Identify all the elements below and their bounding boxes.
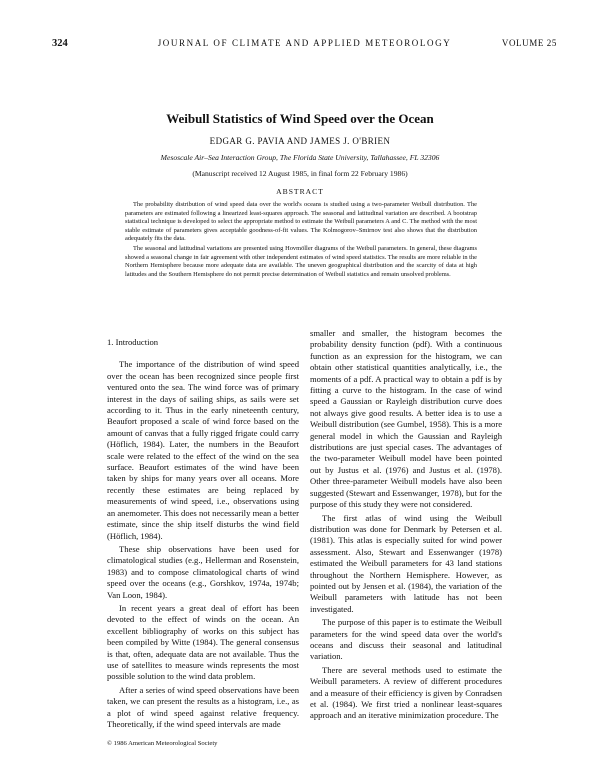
right-column — [310, 328, 502, 724]
author-affiliation: Mesoscale Air–Sea Interaction Group, The Florida State University, Tallahassee, FL 32306 — [160, 153, 440, 162]
body-paragraph: In recent years a great deal of effort has been devoted to the effect of winds on the ocean. An excellent bibliography of works on this subject has been compiled by Witte (1984). The general consensus is that, often, adequate data are not available. Thus the use of satellites to measure winds represents the most possible solution to the wind data problem. — [107, 602, 299, 682]
left-column — [107, 337, 299, 732]
body-paragraph: The purpose of this paper is to estimate the Weibull parameters for the wind speed data over the world's oceans and discuss their seasonal and latitudinal variation. — [310, 617, 502, 662]
body-paragraph: The importance of the distribution of wind speed over the ocean has been recognized since people first ventured onto the sea. The wind force was of primary interest in the days of sailing ships, as sails were set according to it. Thus in the early nineteenth century, Beaufort proposed a scale of wind force based on the amount of canvas that a fully rigged frigate could carry (Höflich, 1984). Later, the numbers in the Beaufort scale were related to the effect of the wind on the sea surface. Beaufort estimates of the wind have been taken by ships for many years over all oceans. More recently these estimates are being replaced by measurements of wind speed, i.e., observations using an anemometer. This does not necessarily mean a better estimate, since the ship itself disturbs the wind field (Höflich, 1984). — [107, 359, 299, 541]
manuscript-dates: (Manuscript received 12 August 1985, in final form 22 February 1986) — [192, 169, 408, 178]
body-paragraph: These ship observations have been used for climatological studies (e.g., Hellerman and Rosenstein, 1983) and to compose climatological charts of wind speed over the oceans (e.g., Gorshkov, 1974a, 1974b; Van Loon, 1984). — [107, 543, 299, 600]
body-paragraph: After a series of wind speed observations have been taken, we can present the results as a histogram, i.e., as a plot of wind speed against relative frequency. Theoretically, if the wind speed intervals are made — [107, 684, 299, 729]
body-paragraph: The first atlas of wind using the Weibull distribution was done for Denmark by Petersen et al. (1981). This atlas is especially suited for wind power assessment. Also, Stewart and Essenwanger (1978) estimated the Weibull parameters for 43 land stations throughout the Northern Hemisphere. However, as pointed out by Jensen et al. (1984), the variation of the Weibull parameters with latitude has not been investigated. — [310, 512, 502, 614]
body-paragraph: smaller and smaller, the histogram becomes the probability density function (pdf). With a continuous function as an expression for the histogram, we can obtain other statistical quantities analytically, i.e., the moments of a pdf. A practical way to obtain a pdf is by fitting a curve to the histogram. In the case of wind speed a Gaussian or Rayleigh distribution curve does not always give good results. A better idea is to use a Weibull distribution (see Gumbel, 1958). This is a more general model in which the Gaussian and Rayleigh distributions are just special cases. The advantages of the two-parameter Weibull model have been pointed out by Justus et al. (1976) and Justus et al. (1978). Other three-parameter Weibull models have also been suggested (Stewart and Essenwanger, 1978), but for the purpose of this study they were not considered. — [310, 328, 503, 510]
abstract-body — [125, 201, 477, 280]
article-title: Weibull Statistics of Wind Speed over the Ocean — [166, 111, 434, 126]
running-header — [52, 38, 557, 52]
body-paragraph: There are several methods used to estimate the Weibull parameters. A review of different procedures and a measure of their efficiency is given by Conradsen et al. (1984). We first tried a nonlinear least-squares approach and an iterative minimization procedure. The — [310, 664, 502, 721]
abstract-paragraph: The seasonal and latitudinal variations are presented using Hovmöller diagrams of the Weibull parameters. In general, these diagrams showed a seasonal change in fair agreement with other independent estimates of wind speed statistics. The results are more reliable in the Northern Hemisphere because more adequate data are available. The uneven geographical distribution and the scarcity of data at high latitudes and the Southern Hemisphere do not permit precise determination of Weibull statistics and remain unsolved problems. — [125, 244, 477, 278]
copyright-footer: © 1986 American Meteorological Society — [107, 740, 218, 747]
abstract-paragraph: The probability distribution of wind speed data over the world's oceans is studied using a two-parameter Weibull distribution. The parameters are estimated following a linearized least-squares approach. The seasonal and latitudinal variation are described. A bootstrap statistical technique is developed to select the appropriate method to estimate the Weibull parameters A and C. The method with the most stable estimate of parameters gives acceptable goodness-of-fit values. The Kolmogorov–Smirnov test also shows that the distribution adequately fits the data. — [125, 201, 477, 243]
page-number: 324 — [52, 38, 68, 49]
section-heading: 1. Introduction — [107, 337, 159, 347]
abstract-heading: ABSTRACT — [276, 187, 324, 196]
volume-label: VOLUME 25 — [501, 38, 557, 48]
article-authors: EDGAR G. PAVIA AND JAMES J. O'BRIEN — [209, 136, 391, 146]
journal-name: JOURNAL OF CLIMATE AND APPLIED METEOROLOGY — [157, 38, 452, 48]
